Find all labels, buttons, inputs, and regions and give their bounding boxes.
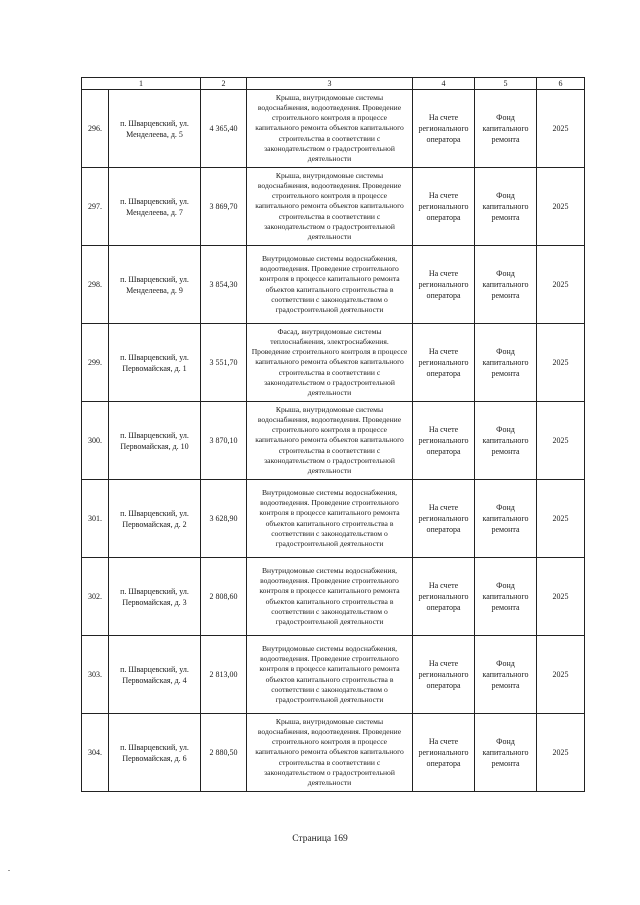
row-year: 2025 <box>537 714 585 792</box>
column-number-5: 5 <box>475 78 537 90</box>
column-number-2: 2 <box>201 78 247 90</box>
row-works: Крыша, внутридомовые системы водоснабжения, водоотведения. Проведение строительного контроля в процессе капитального ремонта объектов капитального строительства в соответствии с законодательством о градостроительной деятельности <box>247 714 413 792</box>
row-area: 2 808,60 <box>201 558 247 636</box>
column-number-row <box>82 78 585 90</box>
row-works: Внутридомовые системы водоснабжения, водоотведения. Проведение строительного контроля в процессе капитального ремонта объектов капитального строительства в соответствии с законодательством о градостроительной деятельности <box>247 558 413 636</box>
table-row <box>82 90 585 168</box>
row-area: 3 869,70 <box>201 168 247 246</box>
row-number: 303. <box>82 636 109 714</box>
table-row <box>82 246 585 324</box>
table-row <box>82 636 585 714</box>
row-year: 2025 <box>537 168 585 246</box>
row-year: 2025 <box>537 636 585 714</box>
row-area: 3 628,90 <box>201 480 247 558</box>
row-area: 3 870,10 <box>201 402 247 480</box>
row-source: Фонд капитального ремонта <box>475 402 537 480</box>
row-address: п. Шварцевский, ул. Менделеева, д. 7 <box>109 168 201 246</box>
table-row <box>82 324 585 402</box>
row-year: 2025 <box>537 558 585 636</box>
scan-artifact <box>8 870 10 871</box>
row-address: п. Шварцевский, ул. Первомайская, д. 4 <box>109 636 201 714</box>
table-row <box>82 714 585 792</box>
row-works: Крыша, внутридомовые системы водоснабжения, водоотведения. Проведение строительного контроля в процессе капитального ремонта объектов капитального строительства в соответствии с законодательством о градостроительной деятельности <box>247 402 413 480</box>
row-year: 2025 <box>537 480 585 558</box>
row-method: На счете регионального оператора <box>413 246 475 324</box>
row-address: п. Шварцевский, ул. Менделеева, д. 5 <box>109 90 201 168</box>
row-number: 299. <box>82 324 109 402</box>
row-number: 301. <box>82 480 109 558</box>
row-method: На счете регионального оператора <box>413 558 475 636</box>
row-works: Крыша, внутридомовые системы водоснабжения, водоотведения. Проведение строительного контроля в процессе капитального ремонта объектов капитального строительства в соответствии с законодательством о градостроительной деятельности <box>247 90 413 168</box>
column-number-4: 4 <box>413 78 475 90</box>
row-source: Фонд капитального ремонта <box>475 714 537 792</box>
row-area: 3 854,30 <box>201 246 247 324</box>
row-area: 3 551,70 <box>201 324 247 402</box>
row-number: 304. <box>82 714 109 792</box>
row-method: На счете регионального оператора <box>413 480 475 558</box>
row-method: На счете регионального оператора <box>413 402 475 480</box>
row-source: Фонд капитального ремонта <box>475 246 537 324</box>
row-source: Фонд капитального ремонта <box>475 324 537 402</box>
row-works: Крыша, внутридомовые системы водоснабжения, водоотведения. Проведение строительного контроля в процессе капитального ремонта объектов капитального строительства в соответствии с законодательством о градостроительной деятельности <box>247 168 413 246</box>
row-source: Фонд капитального ремонта <box>475 90 537 168</box>
row-method: На счете регионального оператора <box>413 636 475 714</box>
table-row <box>82 168 585 246</box>
row-works: Фасад, внутридомовые системы теплоснабжения, электроснабжения. Проведение строительного контроля в процессе капитального ремонта объектов капитального строительства в соответствии с законодательством о градостроительной деятельности <box>247 324 413 402</box>
table-row <box>82 558 585 636</box>
row-address: п. Шварцевский, ул. Первомайская, д. 1 <box>109 324 201 402</box>
row-source: Фонд капитального ремонта <box>475 480 537 558</box>
row-source: Фонд капитального ремонта <box>475 558 537 636</box>
table-row <box>82 480 585 558</box>
row-year: 2025 <box>537 402 585 480</box>
row-works: Внутридомовые системы водоснабжения, водоотведения. Проведение строительного контроля в процессе капитального ремонта объектов капитального строительства в соответствии с законодательством о градостроительной деятельности <box>247 480 413 558</box>
row-method: На счете регионального оператора <box>413 168 475 246</box>
row-number: 300. <box>82 402 109 480</box>
row-source: Фонд капитального ремонта <box>475 636 537 714</box>
row-year: 2025 <box>537 324 585 402</box>
row-method: На счете регионального оператора <box>413 324 475 402</box>
row-method: На счете регионального оператора <box>413 90 475 168</box>
page-number: Страница 169 <box>292 834 348 844</box>
repair-plan-table <box>81 77 585 792</box>
column-number-1: 1 <box>82 78 201 90</box>
row-works: Внутридомовые системы водоснабжения, водоотведения. Проведение строительного контроля в процессе капитального ремонта объектов капитального строительства в соответствии с законодательством о градостроительной деятельности <box>247 636 413 714</box>
row-number: 296. <box>82 90 109 168</box>
row-source: Фонд капитального ремонта <box>475 168 537 246</box>
row-address: п. Шварцевский, ул. Первомайская, д. 3 <box>109 558 201 636</box>
row-area: 2 813,00 <box>201 636 247 714</box>
column-number-6: 6 <box>537 78 585 90</box>
row-year: 2025 <box>537 90 585 168</box>
row-year: 2025 <box>537 246 585 324</box>
row-address: п. Шварцевский, ул. Первомайская, д. 10 <box>109 402 201 480</box>
column-number-3: 3 <box>247 78 413 90</box>
table-row <box>82 402 585 480</box>
row-number: 297. <box>82 168 109 246</box>
row-number: 298. <box>82 246 109 324</box>
row-area: 4 365,40 <box>201 90 247 168</box>
row-method: На счете регионального оператора <box>413 714 475 792</box>
row-address: п. Шварцевский, ул. Первомайская, д. 6 <box>109 714 201 792</box>
row-works: Внутридомовые системы водоснабжения, водоотведения. Проведение строительного контроля в процессе капитального ремонта объектов капитального строительства в соответствии с законодательством о градостроительной деятельности <box>247 246 413 324</box>
row-number: 302. <box>82 558 109 636</box>
row-address: п. Шварцевский, ул. Первомайская, д. 2 <box>109 480 201 558</box>
row-address: п. Шварцевский, ул. Менделеева, д. 9 <box>109 246 201 324</box>
row-area: 2 880,50 <box>201 714 247 792</box>
